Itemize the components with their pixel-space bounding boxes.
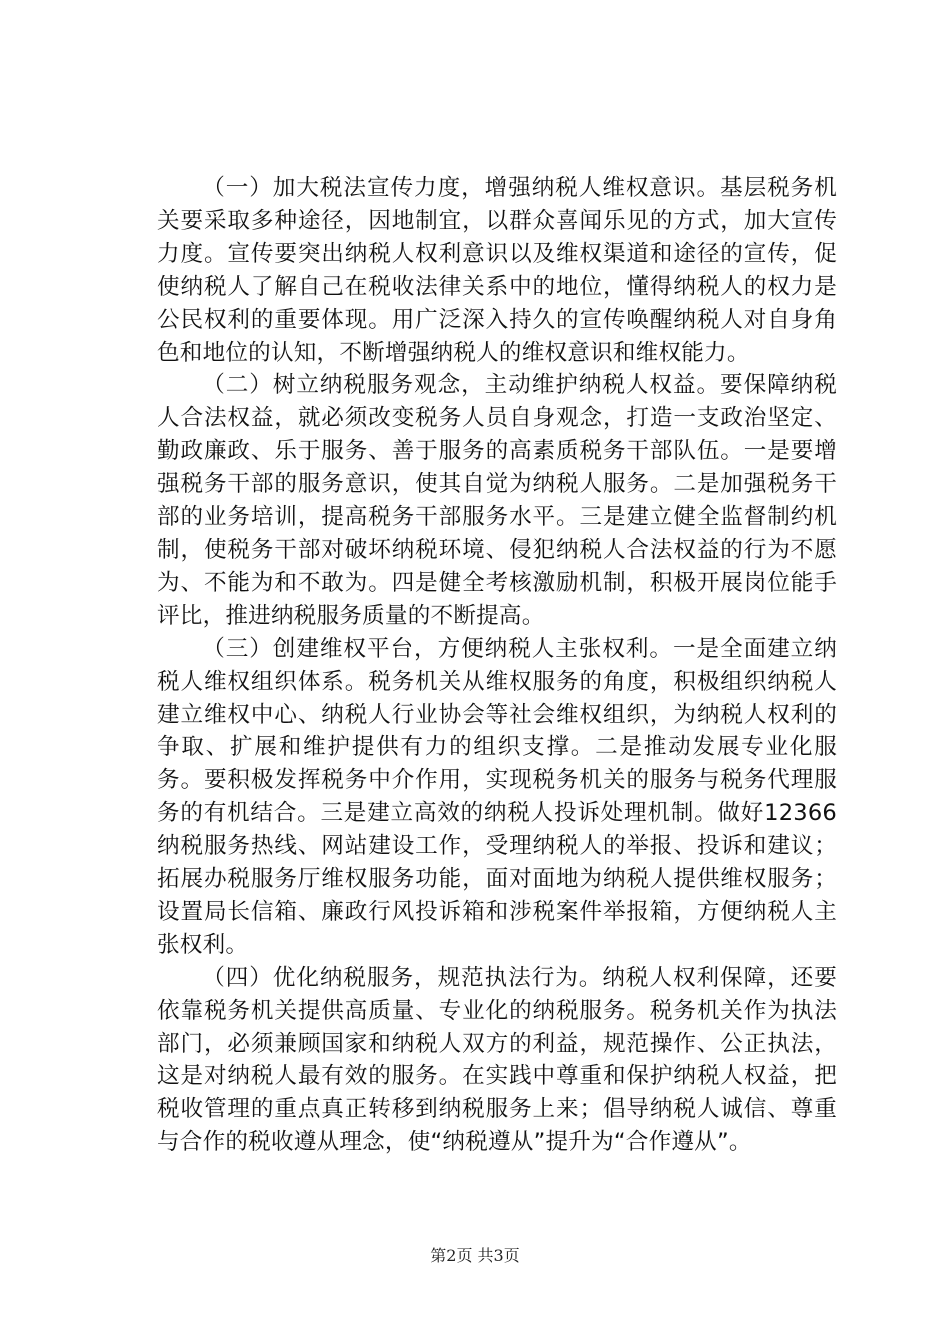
paragraph-3: （三）创建维权平台，方便纳税人主张权利。一是全面建立纳税人维权组织体系。税务机关从维权服务的角度，积极组织纳税人建立维权中心、纳税人行业协会等社会维权组织，为纳税人权利的争取、扩展和维护提供有力的组织支撑。二是推动发展专业化服务。要积极发挥税务中介作用，实现税务机关的服务与税务代理服务的有机结合。三是建立高效的纳税人投诉处理机制。做好12366纳税服务热线、网站建设工作，受理纳税人的举报、投诉和建议；拓展办税服务厅维权服务功能，面对面地为纳税人提供维权服务；设置局长信箱、廉政行风投诉箱和涉税案件举报箱，方便纳税人主张权利。 [157, 635, 837, 958]
paragraph-1: （一）加大税法宣传力度，增强纳税人维权意识。基层税务机关要采取多种途径，因地制宜，以群众喜闻乐见的方式，加大宣传力度。宣传要突出纳税人权利意识以及维权渠道和途径的宣传，促使纳税人了解自己在税收法律关系中的地位，懂得纳税人的权力是公民权利的重要体现。用广泛深入持久的宣传唤醒纳税人对自身角色和地位的认知，不断增强纳税人的维权意识和维权能力。 [157, 175, 837, 366]
paragraph-4: （四）优化纳税服务，规范执法行为。纳税人权利保障，还要依靠税务机关提供高质量、专业化的纳税服务。税务机关作为执法部门，必须兼顾国家和纳税人双方的利益，规范操作、公正执法，这是对纳税人最有效的服务。在实践中尊重和保护纳税人权益，把税收管理的重点真正转移到纳税服务上来；倡导纳税人诚信、尊重与合作的税收遵从理念，使“纳税遵从”提升为“合作遵从”。 [157, 964, 837, 1156]
paragraph-2: （二）树立纳税服务观念，主动维护纳税人权益。要保障纳税人合法权益，就必须改变税务人员自身观念，打造一支政治坚定、勤政廉政、乐于服务、善于服务的高素质税务干部队伍。一是要增强税务干部的服务意识，使其自觉为纳税人服务。二是加强税务干部的业务培训，提高税务干部服务水平。三是建立健全监督制约机制，使税务干部对破坏纳税环境、侵犯纳税人合法权益的行为不愿为、不能为和不敢为。四是健全考核激励机制，积极开展岗位能手评比，推进纳税服务质量的不断提高。 [157, 372, 837, 629]
page-number-footer: 第2页 共3页 [430, 1246, 520, 1265]
document-body [157, 172, 837, 1159]
